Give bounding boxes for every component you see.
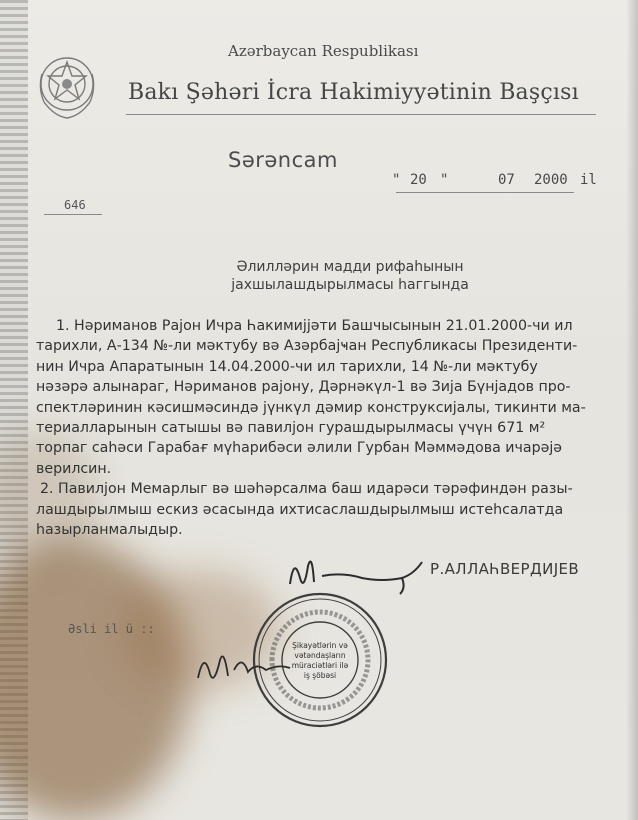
coat-of-arms-emblem-icon	[34, 44, 100, 124]
subject-line: Әлиллəрин мадди рифаһынын	[236, 259, 464, 275]
date-suffix: il	[580, 172, 597, 188]
header-authority: Bakı Şəhəri İcra Hakimiyyətinin Başçısı	[128, 80, 579, 105]
document-type: Sərəncam	[228, 148, 338, 172]
date-month: 07	[498, 172, 515, 188]
date-year: 2000	[534, 172, 568, 188]
body-line: спектлəринин кəсишмəсиндə јүнкүл дəмир конструксијалы, тикинти ма-	[36, 399, 586, 416]
scan-right-edge	[626, 0, 638, 820]
body-line: лашдырылмыш ескиз əсасында ихтисаслашдырылмыш истеһсалатда	[36, 501, 564, 518]
body-line: торпаг саһəси Гарабағ мүһарибəси əлили Гурбан Мəммəдова ичарəјə	[36, 440, 562, 457]
stamp-center-line: Şikayətlərin və	[292, 641, 348, 650]
stamp-center-line: iş şöbəsi	[303, 671, 337, 680]
stamp-center-line: müraciətləri ilə	[291, 661, 349, 670]
body-line: нəзəрə алынараг, Нəриманов рајону, Дəрнəкүл-1 вə Зија Бүнјадов про-	[36, 379, 571, 396]
body-line: һазырланмалыдыр.	[36, 522, 183, 539]
body-line: верилсин.	[36, 460, 112, 477]
document-subject	[200, 258, 500, 294]
document-body	[36, 316, 614, 540]
body-line: нин Ичра Апаратынын 14.04.2000-чи ил тарихли, 14 №-ли мəктубу	[36, 358, 538, 375]
date-day: 20	[410, 172, 427, 188]
header-republic: Azərbaycan Respublikası	[228, 42, 419, 60]
header-rule	[126, 114, 596, 115]
body-line: 2. Павилјон Мемарлыг вə шəһəрсалма баш идарəси тəрəфиндəн разы-	[40, 481, 573, 498]
date-month-line	[446, 192, 574, 193]
stamp-center-line: vətəndaşların	[294, 651, 346, 660]
date-quote-close: "	[440, 172, 449, 188]
body-line: 1. Нəриманов Рајон Ичра Һакимијјəти Башчысынын 21.01.2000-чи ил	[56, 318, 573, 334]
number-line	[44, 214, 102, 215]
document-number: 646	[64, 198, 86, 212]
body-line: териалларынын сатышы вə павилјон гурашдырылмасы үчүн 671 м²	[36, 420, 546, 437]
body-line: тарихли, А-134 №-ли мəктубу вə Азəрбајҹан Республикасы Президенти-	[36, 338, 578, 355]
subject-line: јахшылашдырылмасы һаггында	[231, 277, 469, 293]
copy-note: Əsli il ü ː:	[68, 622, 155, 636]
handwritten-initials	[190, 640, 310, 690]
date-quote-open: "	[392, 172, 401, 188]
date-day-line	[396, 192, 446, 193]
signatory-name: Р.АЛЛАҺВЕРДИЈЕВ	[430, 560, 580, 578]
